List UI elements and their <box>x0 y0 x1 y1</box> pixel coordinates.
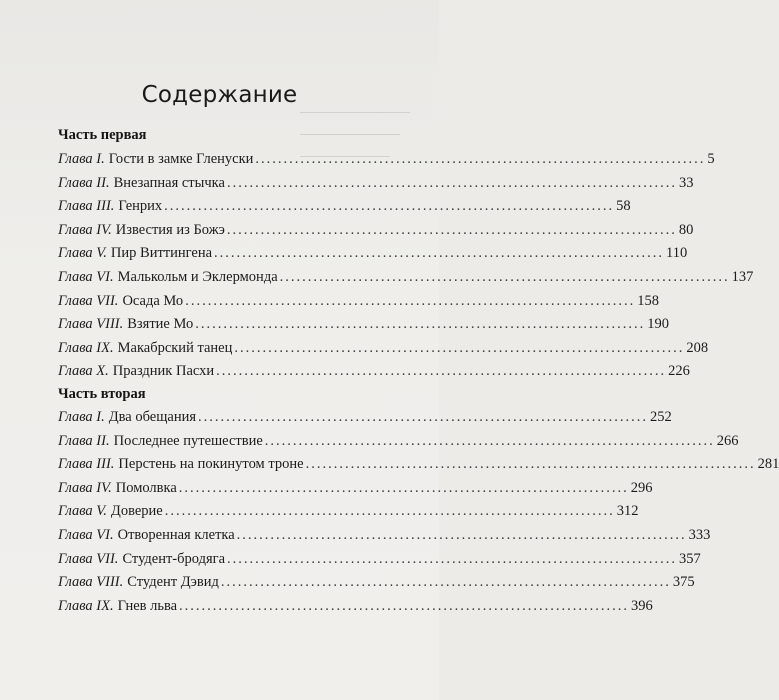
chapter-title: Отворенная клетка <box>117 527 235 543</box>
chapter-label: Глава III. <box>58 456 115 473</box>
chapter-label: Глава III. <box>58 198 115 215</box>
dot-leader: ................................................................................ <box>234 339 685 356</box>
part-heading-1: Часть первая <box>58 127 147 143</box>
chapter-label: Глава II. <box>58 432 110 449</box>
dot-leader: ................................................................................ <box>227 550 678 567</box>
chapter-title: Генрих <box>118 198 163 215</box>
chapter-title: Гости в замке Гленуски <box>108 151 254 167</box>
dot-leader: ................................................................................ <box>279 269 730 285</box>
toc-entry <box>58 339 709 357</box>
chapter-label: Глава I. <box>58 409 105 425</box>
toc-entry <box>58 315 670 333</box>
dot-leader: ................................................................................ <box>305 456 756 473</box>
chapter-label: Глава VII. <box>58 550 119 567</box>
toc-entry <box>58 479 653 497</box>
bleed-through-line <box>300 134 400 135</box>
page-number: 266 <box>716 432 739 449</box>
chapter-title: Студент-бродяга <box>122 550 226 567</box>
chapter-title: Пир Виттингена <box>110 245 213 262</box>
toc-entry <box>58 174 694 192</box>
toc-entry <box>58 292 659 310</box>
chapter-label: Глава I. <box>58 151 105 167</box>
toc-entry <box>58 408 672 426</box>
chapter-title: Известия из Божэ <box>115 221 225 238</box>
page-number: 333 <box>688 527 711 543</box>
chapter-label: Глава IX. <box>58 597 114 614</box>
dot-leader: ................................................................................ <box>236 527 687 543</box>
page-number: 5 <box>707 151 715 167</box>
page-number: 137 <box>731 269 754 285</box>
page-number: 110 <box>666 245 688 262</box>
page-number: 296 <box>630 479 653 496</box>
dot-leader: ................................................................................ <box>179 597 630 614</box>
dot-leader: ................................................................................ <box>226 174 677 191</box>
chapter-label: Глава VI. <box>58 269 114 285</box>
dot-leader: ................................................................................ <box>220 574 671 591</box>
page-number: 375 <box>672 574 695 591</box>
toc-entry <box>58 150 715 168</box>
chapter-title: Взятие Мо <box>127 316 194 333</box>
dot-leader: ................................................................................ <box>226 221 677 238</box>
page-number: 281 <box>757 456 779 473</box>
dot-leader: ................................................................................ <box>164 198 615 215</box>
chapter-title: Последнее путешествие <box>113 432 263 449</box>
part-heading-2: Часть вторая <box>58 386 146 402</box>
dot-leader: ................................................................................ <box>164 503 615 520</box>
chapter-title: Помолвка <box>115 479 177 496</box>
page-number: 208 <box>686 339 709 356</box>
toc-entry <box>58 244 688 262</box>
toc-entry <box>58 597 653 615</box>
toc-entry <box>58 362 690 380</box>
toc-entry <box>58 268 754 286</box>
dot-leader: ................................................................................ <box>185 292 636 309</box>
page-number: 33 <box>678 174 694 191</box>
toc-entry <box>58 221 694 239</box>
chapter-label: Глава IV. <box>58 221 112 238</box>
chapter-label: Глава II. <box>58 174 110 191</box>
page-number: 357 <box>679 550 701 567</box>
chapter-title: Праздник Пасхи <box>112 363 215 380</box>
dot-leader: ................................................................................ <box>255 151 706 167</box>
chapter-label: Глава IX. <box>58 339 114 356</box>
chapter-title: Осада Мо <box>122 292 184 309</box>
dot-leader: ................................................................................ <box>216 363 667 380</box>
toc-entry <box>58 550 701 568</box>
chapter-label: Глава V. <box>58 503 107 520</box>
toc-entry <box>58 197 631 215</box>
chapter-label: Глава V. <box>58 245 107 262</box>
chapter-label: Глава VI. <box>58 527 114 543</box>
page-number: 396 <box>631 597 653 614</box>
toc-entry <box>58 502 639 520</box>
chapter-title: Макабрский танец <box>117 339 233 356</box>
page-number: 158 <box>637 292 659 309</box>
chapter-label: Глава VII. <box>58 292 119 309</box>
chapter-title: Внезапная стычка <box>113 174 225 191</box>
chapter-label: Глава IV. <box>58 479 112 496</box>
page-number: 190 <box>647 316 670 333</box>
dot-leader: ................................................................................ <box>178 479 629 496</box>
dot-leader: ................................................................................ <box>214 245 665 262</box>
dot-leader: ................................................................................ <box>198 409 649 425</box>
page-number: 58 <box>616 198 631 215</box>
chapter-title: Доверие <box>110 503 163 520</box>
chapter-title: Малькольм и Эклермонда <box>117 269 278 285</box>
chapter-label: Глава VIII. <box>58 574 124 591</box>
page-number: 312 <box>616 503 639 520</box>
page-title: Содержание <box>141 82 298 108</box>
toc-entry <box>58 573 695 591</box>
toc-entry <box>58 455 779 473</box>
chapter-title: Студент Дэвид <box>127 574 219 591</box>
page-number: 252 <box>650 409 672 425</box>
chapter-title: Два обещания <box>108 409 197 425</box>
dot-leader: ................................................................................ <box>195 316 646 333</box>
bleed-through-line <box>300 112 410 113</box>
page-number: 226 <box>668 363 690 380</box>
toc-entry <box>58 526 711 544</box>
dot-leader: ................................................................................ <box>264 432 715 449</box>
chapter-label: Глава X. <box>58 363 109 380</box>
chapter-title: Перстень на покинутом троне <box>118 456 304 473</box>
chapter-label: Глава VIII. <box>58 316 124 333</box>
page-number: 80 <box>678 221 694 238</box>
chapter-title: Гнев льва <box>117 597 178 614</box>
toc-entry <box>58 432 739 450</box>
